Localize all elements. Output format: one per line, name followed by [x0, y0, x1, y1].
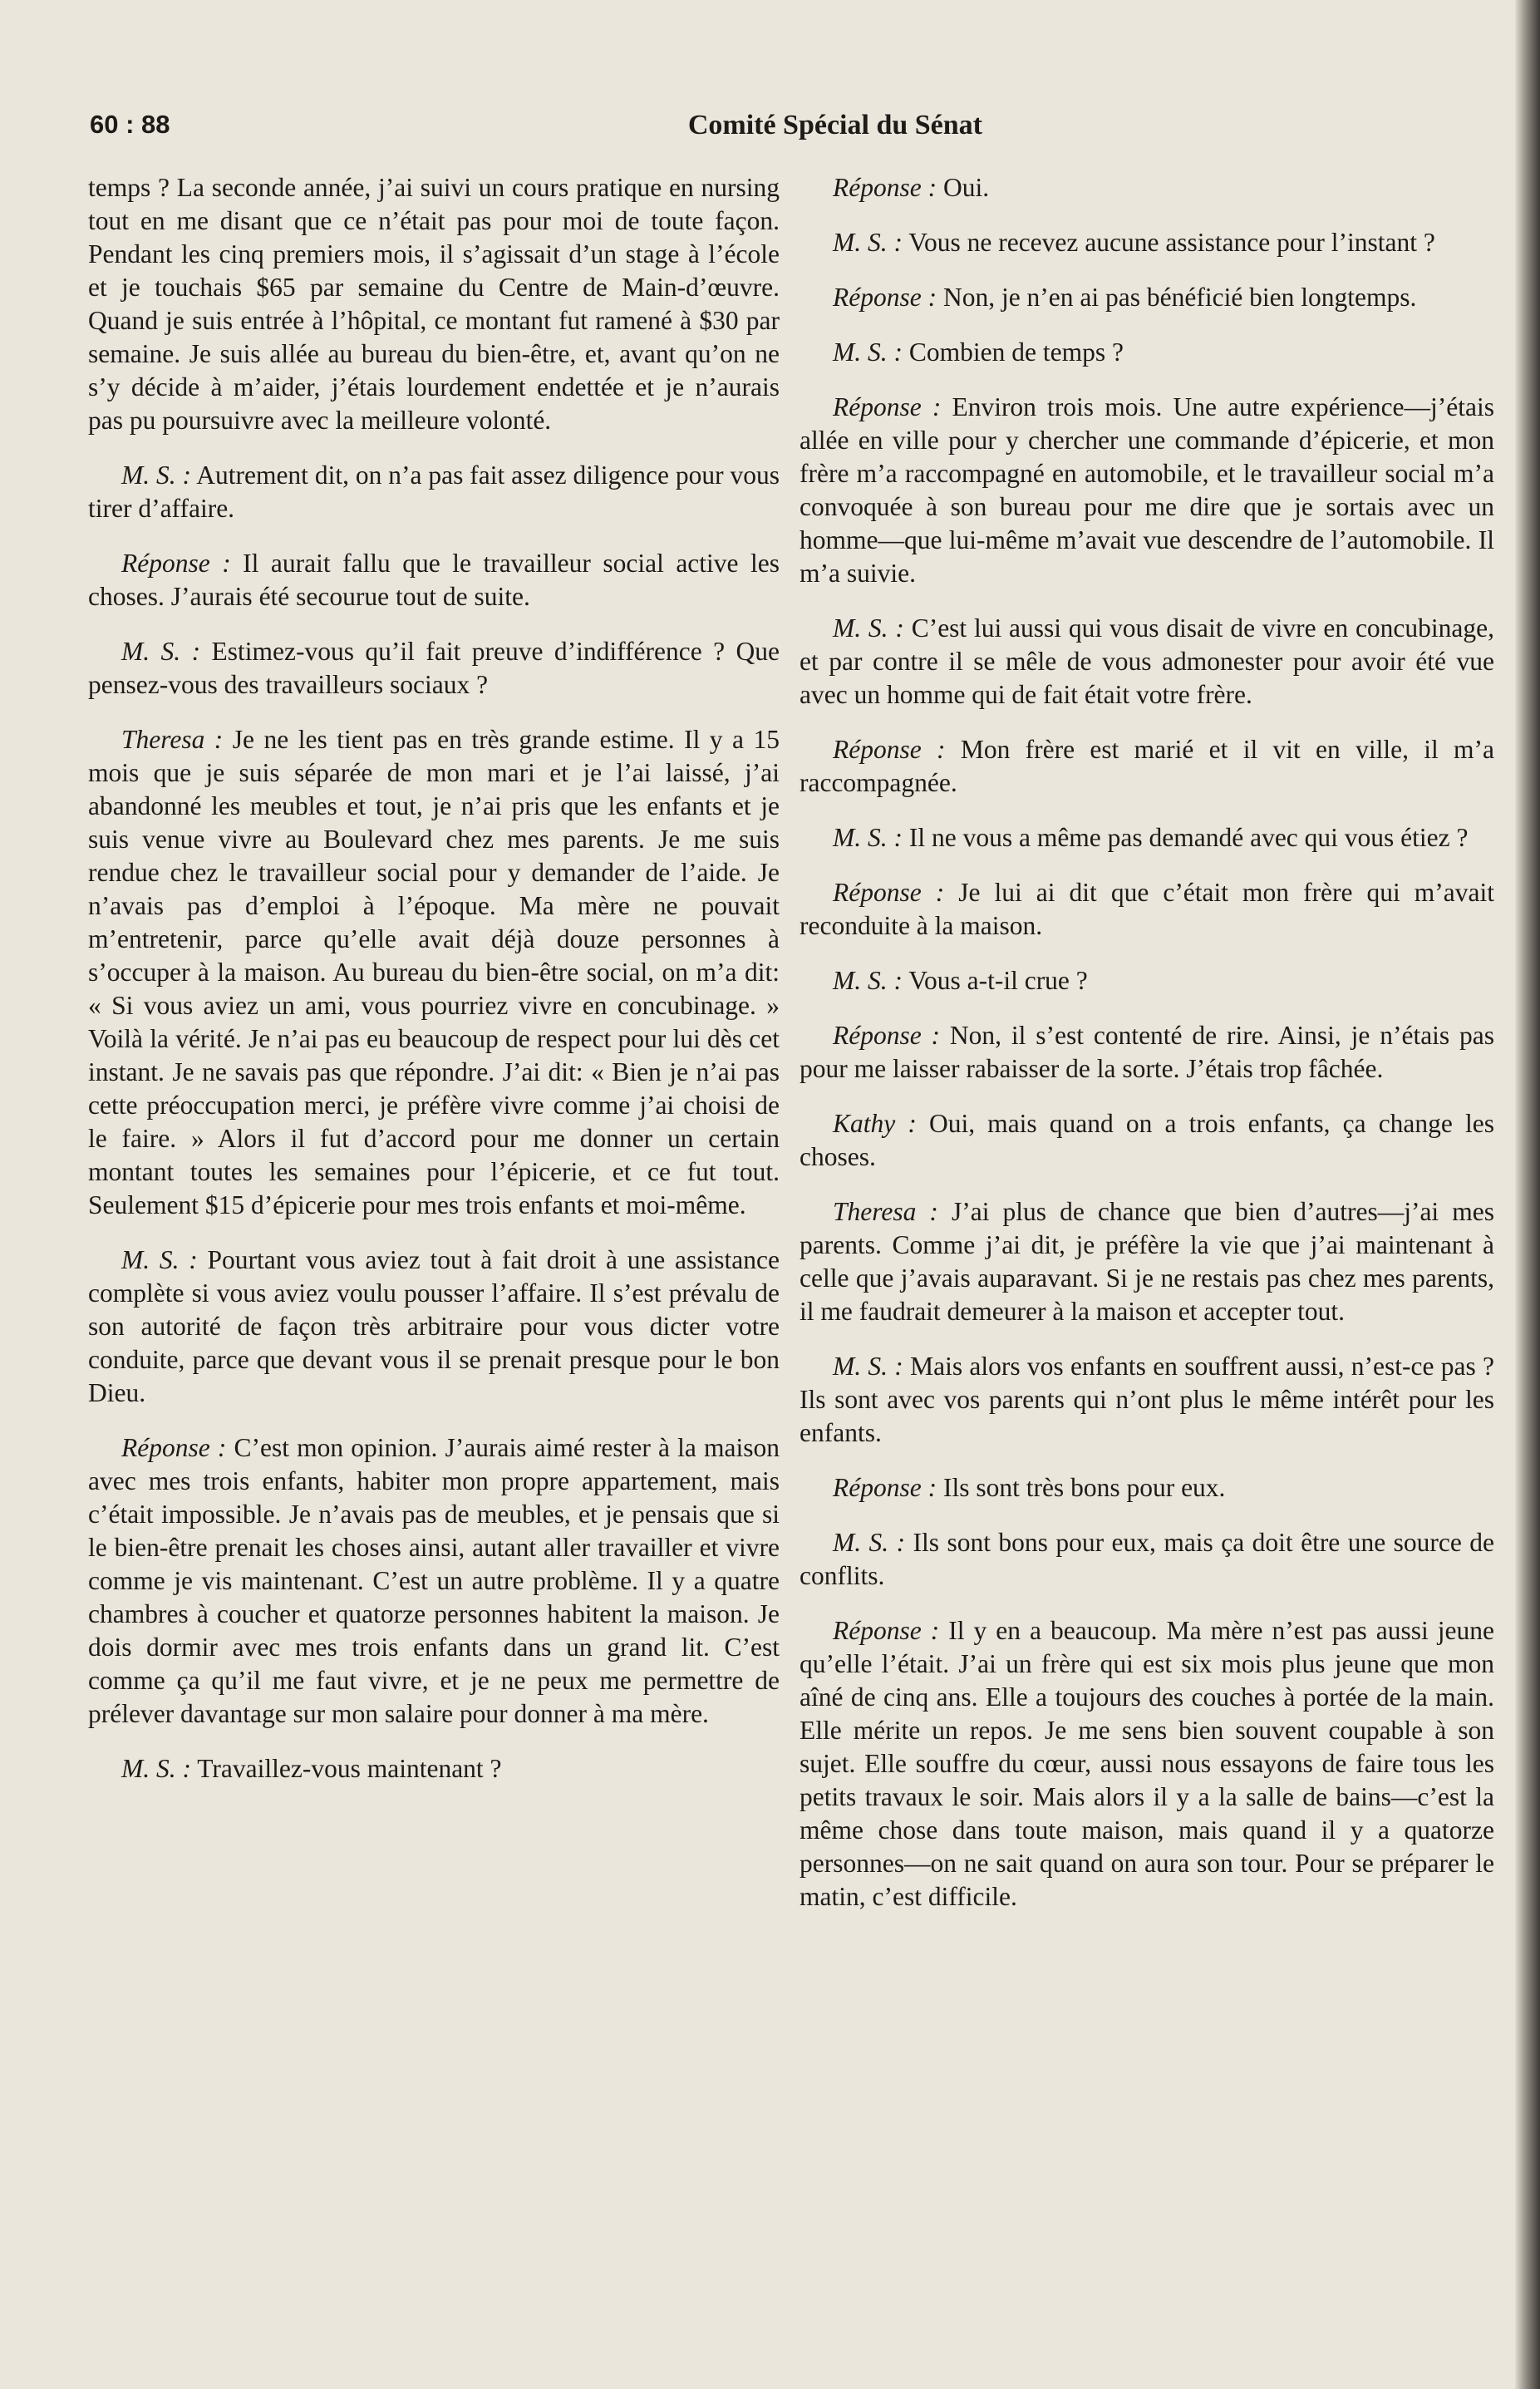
speaker-label: M. S. : — [121, 461, 192, 490]
speaker-label: Réponse : — [833, 878, 945, 907]
dialogue-paragraph — [800, 1019, 1494, 1086]
paragraph-text: temps ? La seconde année, j’ai suivi un cours pratique en nursing tout en me disant que ce n’était pas pour moi de toute façon. Pendant les cinq premiers mois, il s’agissait d’un stage à l’école et je touchais $65 par semaine du Centre de Main-d’œuvre. Quand je suis entrée à l’hôpital, ce montant fut ramené à $30 par semaine. Je suis allée au bureau du bien-être, et, avant qu’on ne s’y décide à m’aider, j’étais lourdement endettée et je n’aurais pas pu poursuivre avec la meilleure volonté. — [88, 173, 780, 435]
paragraph-text: C’est mon opinion. J’aurais aimé rester à la maison avec mes trois enfants, habiter mon propre appartement, mais c’était impossible. Je n’avais pas de meubles, et je pensais que si le bien-être prenait les choses ainsi, autant aller travailler et vivre comme je vis maintenant. C’est un autre problème. Il y a quatre chambres à coucher et quatorze personnes habitent la maison. Je dois dormir avec mes trois enfants dans un grand lit. C’est comme ça qu’il me faut vivre, et je ne peux me permettre de prélever davantage sur mon salaire pour donner à ma mère. — [88, 1433, 780, 1728]
dialogue-paragraph — [800, 281, 1494, 314]
dialogue-paragraph — [800, 226, 1494, 259]
dialogue-paragraph — [800, 876, 1494, 943]
paragraph-text: Il ne vous a même pas demandé avec qui vous étiez ? — [908, 823, 1469, 852]
dialogue-paragraph — [800, 964, 1494, 997]
speaker-label: M. S. : — [833, 1352, 903, 1381]
paragraph-text: Mon frère est marié et il vit en ville, il m’a raccompagnée. — [800, 735, 1495, 797]
paragraph-text: Je lui ai dit que c’était mon frère qui m’avait reconduite à la maison. — [800, 878, 1495, 940]
speaker-label: M. S. : — [833, 228, 903, 257]
speaker-label: M. S. : — [833, 613, 904, 643]
speaker-label: M. S. : — [833, 337, 903, 367]
dialogue-paragraph — [800, 821, 1494, 855]
speaker-label: M. S. : — [121, 1754, 191, 1783]
paragraph-text: Ils sont très bons pour eux. — [942, 1473, 1226, 1502]
speaker-label: Réponse : — [833, 1021, 941, 1050]
speaker-label: Réponse : — [833, 392, 942, 421]
speaker-label: M. S. : — [121, 1245, 198, 1274]
dialogue-paragraph — [800, 1195, 1494, 1328]
paragraph-text: Combien de temps ? — [908, 337, 1124, 367]
dialogue-paragraph — [800, 336, 1494, 369]
speaker-label: Réponse : — [833, 283, 937, 312]
dialogue-paragraph — [800, 1350, 1494, 1450]
paragraph-text: Non, il s’est contenté de rire. Ainsi, je n’étais pas pour me laisser rabaisser de la sorte. J’étais trop fâchée. — [800, 1021, 1495, 1083]
speaker-label: Theresa : — [121, 725, 224, 754]
dialogue-paragraph — [88, 1244, 780, 1410]
left-column — [88, 171, 780, 1807]
binding-shadow — [1515, 0, 1540, 2389]
page-number: 60 : 88 — [90, 110, 170, 139]
speaker-label: Kathy : — [833, 1109, 917, 1138]
paragraph-text: Non, je n’en ai pas bénéficié bien longtemps. — [942, 283, 1417, 312]
speaker-label: M. S. : — [121, 637, 201, 666]
paragraph-text: Il aurait fallu que le travailleur social active les choses. J’aurais été secourue tout de suite. — [88, 549, 780, 611]
speaker-label: Réponse : — [121, 1433, 227, 1462]
paragraph-text: Ils sont bons pour eux, mais ça doit être une source de conflits. — [800, 1528, 1495, 1590]
speaker-label: M. S. : — [833, 1528, 906, 1557]
running-title: Comité Spécial du Sénat — [687, 110, 982, 140]
page-header — [90, 110, 982, 151]
dialogue-paragraph — [88, 1752, 780, 1786]
paragraph-text: Environ trois mois. Une autre expérience—j’étais allée en ville pour y chercher une commande d’épicerie, et mon frère m’a raccompagné en automobile, et le travailleur social m’a convoquée à son bureau pour me dire que je sortais avec un homme—que lui-même m’avait vue descendre de l’automobile. Il m’a suivie. — [800, 392, 1494, 588]
speaker-label: Réponse : — [121, 549, 231, 578]
paragraph-text: Je ne les tient pas en très grande estime. Il y a 15 mois que je suis séparée de mon mari et je l’ai laissé, j’ai abandonné les meubles et tout, je n’ai pris que les enfants et je suis venue vivre au Boulevard chez mes parents. Je me suis rendue chez le travailleur social pour y demander de l’aide. Je n’avais pas d’emploi à l’époque. Ma mère ne pouvait m’entretenir, parce qu’elle avait déjà douze personnes à s’occuper à la maison. Au bureau du bien-être social, on m’a dit: « Si vous aviez un ami, vous pourriez vivre en concubinage. » Voilà la vérité. Je n’ai pas eu beaucoup de respect pour lui dès cet instant. Je ne savais pas que répondre. J’ai dit: « Bien je n’ai pas cette préoccupation merci, je préfère vivre comme j’ai choisi de le faire. » Alors il fut d’accord pour me donner un certain montant toutes les semaines pour l’épicerie, et ce fut tout. Seulement $15 d’épicerie pour mes trois enfants et moi-même. — [88, 725, 780, 1219]
speaker-label: Réponse : — [833, 173, 937, 202]
speaker-label: Réponse : — [833, 1473, 937, 1502]
paragraph-text: Oui, mais quand on a trois enfants, ça change les choses. — [800, 1109, 1494, 1171]
dialogue-paragraph — [88, 635, 780, 702]
paragraph-text: Oui. — [942, 173, 990, 202]
dialogue-paragraph — [800, 1471, 1494, 1505]
dialogue-paragraph — [800, 171, 1494, 204]
dialogue-paragraph — [88, 459, 780, 525]
speaker-label: M. S. : — [833, 823, 903, 852]
speaker-label: Réponse : — [833, 1616, 940, 1645]
paragraph-text: Pourtant vous aviez tout à fait droit à une assistance complète si vous aviez voulu pousser l’affaire. Il s’est prévalu de son autorité de façon très arbitraire pour vous dicter votre conduite, parce que devant vous il se prenait presque pour le bon Dieu. — [88, 1245, 780, 1407]
speaker-label: Theresa : — [833, 1197, 938, 1226]
dialogue-paragraph — [88, 547, 780, 613]
paragraph-text: Il y en a beaucoup. Ma mère n’est pas aussi jeune qu’elle l’était. J’ai un frère qui est six mois plus jeune que mon aîné de cinq ans. Elle a toujours des couches à portée de la main. Elle mérite un repos. Je me sens bien souvent coupable à son sujet. Elle souffre du cœur, aussi nous essayons de faire tous les petits travaux le soir. Mais alors il y a la salle de bains—c’est la même chose dans toute maison, mais quand il y a quatorze personnes—on ne sait quand on aura son tour. Pour se préparer le matin, c’est difficile. — [800, 1616, 1495, 1911]
paragraph-text: Mais alors vos enfants en souffrent aussi, n’est-ce pas ? Ils sont avec vos parents qui n’ont plus le même intérêt pour les enfants. — [800, 1352, 1495, 1447]
dialogue-paragraph — [88, 723, 780, 1222]
right-column — [800, 171, 1494, 1935]
paragraph-text: Vous a-t-il crue ? — [908, 966, 1088, 995]
dialogue-paragraph — [800, 391, 1494, 590]
paragraph-text: J’ai plus de chance que bien d’autres—j’ai mes parents. Comme j’ai dit, je préfère la vie que j’ai maintenant à celle que j’avais auparavant. Si je ne restais pas chez mes parents, il me faudrait demeurer à la maison et accepter tout. — [800, 1197, 1494, 1326]
paragraph-text: Travaillez-vous maintenant ? — [197, 1754, 502, 1783]
dialogue-paragraph — [800, 1526, 1494, 1593]
paragraph-text: Vous ne recevez aucune assistance pour l’instant ? — [908, 228, 1435, 257]
speaker-label: Réponse : — [833, 735, 946, 764]
dialogue-paragraph — [88, 171, 780, 437]
paragraph-text: Estimez-vous qu’il fait preuve d’indifférence ? Que pensez-vous des travailleurs sociaux ? — [88, 637, 780, 699]
speaker-label: M. S. : — [833, 966, 903, 995]
paragraph-text: C’est lui aussi qui vous disait de vivre en concubinage, et par contre il se mêle de vous admonester pour avoir été vue avec un homme qui de fait était votre frère. — [800, 613, 1494, 709]
dialogue-paragraph — [800, 612, 1494, 712]
dialogue-paragraph — [800, 733, 1494, 800]
dialogue-paragraph — [800, 1614, 1494, 1914]
dialogue-paragraph — [88, 1431, 780, 1731]
paragraph-text: Autrement dit, on n’a pas fait assez diligence pour vous tirer d’affaire. — [88, 461, 780, 523]
dialogue-paragraph — [800, 1107, 1494, 1174]
